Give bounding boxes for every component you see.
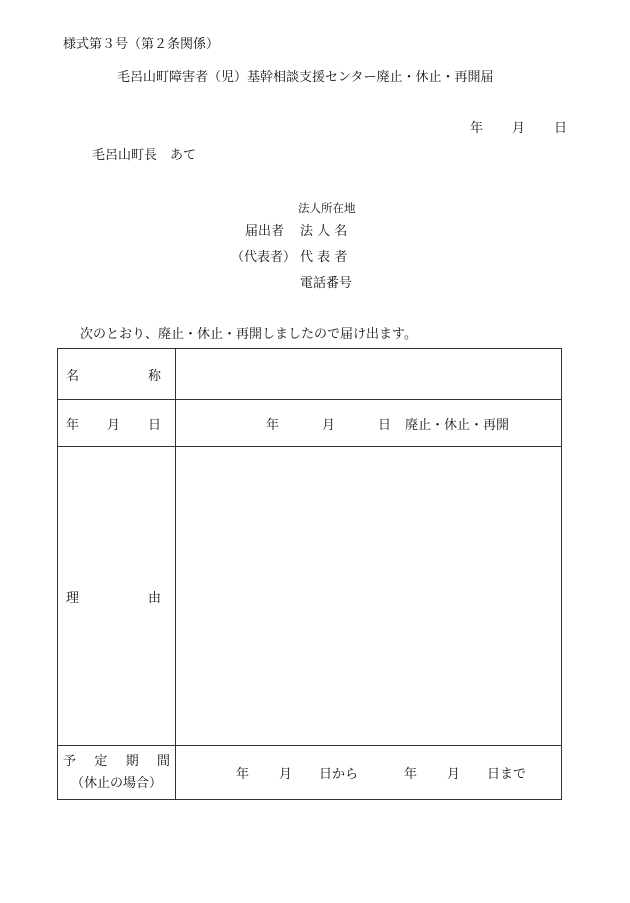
period-label-char-1: 予 — [63, 753, 77, 769]
notification-table — [57, 348, 562, 800]
document-title: 毛呂山町障害者（児）基幹相談支援センター廃止・休止・再開届 — [117, 70, 494, 85]
name-label-char-1: 名 — [66, 368, 80, 384]
period-label-char-3: 期 — [125, 753, 139, 769]
name-value-cell[interactable] — [176, 349, 562, 400]
date-day: 日 — [553, 121, 567, 136]
period-label-cell — [58, 746, 176, 800]
period-from-year: 年 — [236, 767, 250, 782]
applicant-corp-name-label: 法 人 名 — [300, 224, 348, 239]
date-value-year: 年 — [266, 417, 280, 433]
date-month: 月 — [511, 121, 525, 136]
applicant-rep-label: 代 表 者 — [300, 250, 348, 265]
date-label-year: 年 — [66, 417, 80, 433]
date-label-day: 日 — [147, 417, 161, 433]
date-label-cell — [58, 400, 176, 447]
date-year: 年 — [470, 121, 484, 136]
date-value-month: 月 — [322, 417, 336, 433]
date-line — [470, 121, 567, 137]
date-value-cell[interactable] — [176, 400, 562, 447]
row-name — [58, 349, 562, 400]
addressee: 毛呂山町長 あて — [92, 148, 197, 163]
period-value-cell[interactable] — [176, 746, 562, 800]
reason-value-cell[interactable] — [176, 447, 562, 746]
row-date — [58, 400, 562, 447]
row-reason — [58, 447, 562, 746]
reason-label-cell — [58, 447, 176, 746]
period-to-year: 年 — [404, 767, 418, 782]
date-value-day: 日 — [378, 417, 392, 433]
period-label-char-4: 間 — [156, 753, 170, 769]
row-period — [58, 746, 562, 800]
reason-label-char-2: 由 — [147, 590, 161, 606]
period-to-month: 月 — [447, 767, 461, 782]
period-from-month: 月 — [279, 767, 293, 782]
date-label-month: 月 — [106, 417, 120, 433]
period-to-day: 日まで — [487, 767, 527, 782]
reason-label-char-1: 理 — [66, 590, 80, 606]
statement: 次のとおり、廃止・休止・再開しましたので届け出ます。 — [80, 327, 417, 342]
period-sub-label: （休止の場合） — [70, 775, 162, 791]
form-number: 様式第３号（第２条関係） — [63, 37, 220, 52]
name-label-char-2: 称 — [147, 368, 161, 384]
applicant-phone-label: 電話番号 — [300, 276, 353, 291]
applicant-representative-label: （代表者） — [231, 250, 297, 265]
period-label-char-2: 定 — [94, 753, 108, 769]
date-value-status-options: 廃止・休止・再開 — [405, 417, 510, 433]
period-from-day: 日から — [319, 767, 359, 782]
name-label-cell — [58, 349, 176, 400]
applicant-address-label: 法人所在地 — [298, 201, 356, 215]
applicant-notifier-label: 届出者 — [245, 224, 285, 239]
